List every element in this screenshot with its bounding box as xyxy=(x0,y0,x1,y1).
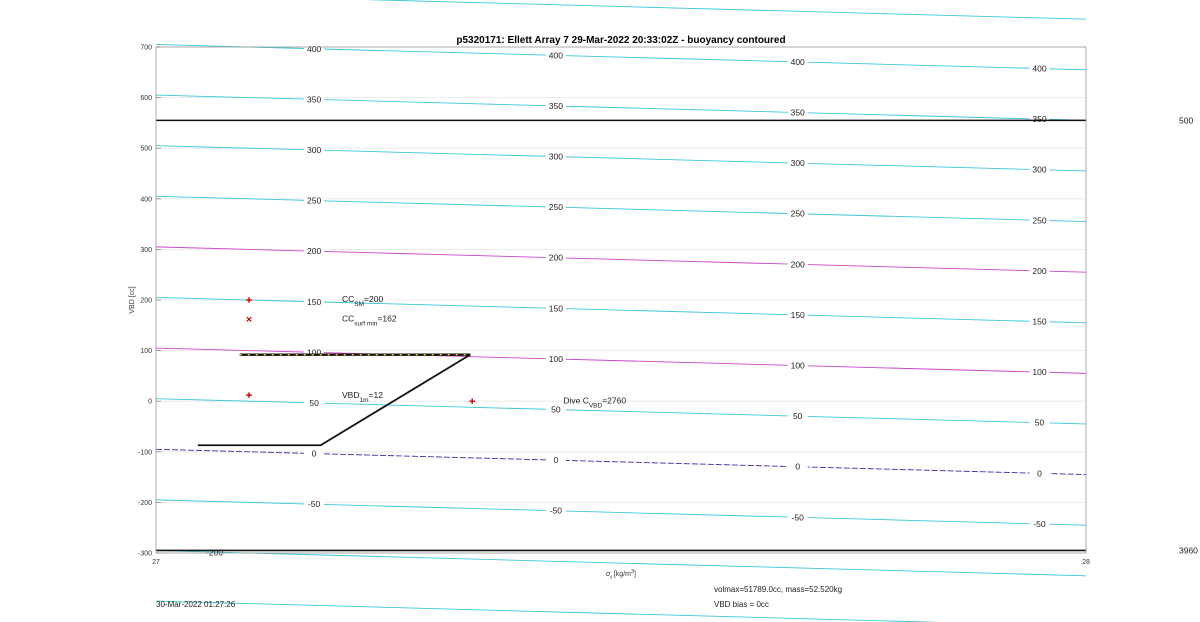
contour-label-300-3: 300 xyxy=(1032,164,1047,175)
contour-label-200-1: 200 xyxy=(548,252,563,263)
y-tick-label-300: 300 xyxy=(140,246,152,254)
contour-label-300-2: 300 xyxy=(790,158,805,169)
contour-label-0-0: 0 xyxy=(311,448,317,459)
y-axis-label: VBD [cc] xyxy=(129,286,136,314)
grid xyxy=(156,47,1086,553)
marker-plus-3 xyxy=(469,398,475,404)
contour-label-250-3: 250 xyxy=(1032,215,1047,226)
annotation-cc_sm: $CC_{SM}=200$ xyxy=(342,294,384,308)
y-tick-label-200: 200 xyxy=(140,297,152,305)
y-tick-label--100: -100 xyxy=(137,449,152,457)
reference-line-label-1: 3960 xyxy=(1179,545,1198,556)
contour-label-250-2: 250 xyxy=(790,208,805,219)
y-tick-label--300: -300 xyxy=(137,550,152,558)
contour-label-100-1: 100 xyxy=(548,353,563,364)
contour-label-200-2: 200 xyxy=(790,259,805,270)
marker-plus-0 xyxy=(246,297,252,303)
contour-label-250-0: 250 xyxy=(307,195,322,206)
annotation-dive_c: Dive $C_{VBD}=2760$ xyxy=(563,395,627,410)
y-tick-label-100: 100 xyxy=(140,348,152,356)
contour-label-100-2: 100 xyxy=(790,360,805,371)
contour-label--50-2: -50 xyxy=(791,512,804,523)
x-tick-label-28: 28 xyxy=(1082,559,1090,566)
contour-label--50-0: -50 xyxy=(307,499,321,510)
footer-vbd-bias: VBD bias = 0cc xyxy=(714,600,769,609)
contour-label-300-1: 300 xyxy=(548,151,563,162)
contour-label-400-3: 400 xyxy=(1032,63,1047,74)
annotation-cc_surf: $CC_{surf min}=162$ xyxy=(342,313,397,328)
buoyancy-contours xyxy=(156,0,1086,622)
contour-line-150 xyxy=(156,297,1086,322)
contour-line-450 xyxy=(156,0,1086,19)
contour-label-150-2: 150 xyxy=(790,309,805,320)
y-tick-label--200: -200 xyxy=(137,499,152,507)
contour-label-250-1: 250 xyxy=(548,202,563,213)
x-axis-label: $\sigma_t$ $[kg/m^3]$ xyxy=(606,569,636,581)
reference-line-label-0: 500 xyxy=(1179,115,1194,126)
contour-line--150 xyxy=(156,601,1086,622)
contour-label-50-2: 50 xyxy=(792,411,803,422)
marker-plus-2 xyxy=(246,392,252,398)
contour-label-150-0: 150 xyxy=(307,296,322,307)
contour-label-150-1: 150 xyxy=(548,303,563,314)
contour-label-350-0: 350 xyxy=(307,94,322,105)
contour-label-300-0: 300 xyxy=(307,144,322,155)
contour-line-0 xyxy=(156,449,1086,474)
contour-label-200-0: 200 xyxy=(307,246,322,257)
contour-line-350 xyxy=(156,95,1086,120)
contour-label-0-3: 0 xyxy=(1037,468,1042,479)
y-tick-label-400: 400 xyxy=(140,196,152,204)
annotation-vbd_1m: $VBD_{1m}=12$ xyxy=(342,390,383,404)
contour-line-250 xyxy=(156,196,1086,221)
y-tick-label-500: 500 xyxy=(140,145,152,153)
contour-line-100 xyxy=(156,348,1086,373)
contour-label-400-2: 400 xyxy=(790,56,805,67)
footer-timestamp: 30-Mar-2022 01:27:26 xyxy=(156,600,236,609)
contour-label-350-2: 350 xyxy=(790,107,805,118)
contour-label-350-3: 350 xyxy=(1032,114,1047,125)
contour-label-0-1: 0 xyxy=(553,455,559,466)
chart-title: p5320171: Ellett Array 7 29-Mar-2022 20:33:02Z - buoyancy contoured xyxy=(456,35,786,46)
contour-label-50-0: 50 xyxy=(309,397,319,408)
y-tick-label-600: 600 xyxy=(140,95,152,103)
annotations xyxy=(342,294,626,409)
reference-lines xyxy=(156,115,1198,557)
marker-x-1 xyxy=(247,317,251,321)
contour-label-400-0: 400 xyxy=(307,43,322,54)
contour-label-50-1: 50 xyxy=(551,404,561,415)
pump-trace xyxy=(198,355,470,446)
axis-ticks xyxy=(138,45,1090,567)
x-tick-label-27: 27 xyxy=(152,559,160,566)
contour-label-100-3: 100 xyxy=(1032,367,1047,378)
contour-label-200-3: 200 xyxy=(1032,265,1047,276)
contour-label-150-3: 150 xyxy=(1032,316,1047,327)
contour-line--50 xyxy=(156,500,1086,525)
contour-label-50-3: 50 xyxy=(1034,417,1045,428)
y-tick-label-0: 0 xyxy=(148,398,152,406)
extra-label-0: -200 xyxy=(206,547,224,558)
contour-line-200 xyxy=(156,247,1086,272)
contour-label-350-1: 350 xyxy=(548,100,563,111)
contour-label-100-0: 100 xyxy=(307,347,322,358)
y-tick-label-700: 700 xyxy=(140,44,152,52)
contour-line-300 xyxy=(156,146,1086,171)
pump-trace-line xyxy=(198,355,470,446)
contour-label--50-1: -50 xyxy=(549,505,563,516)
contour-label-0-2: 0 xyxy=(795,461,801,472)
footer-volmax-mass: volmax=51789.0cc, mass=52.520kg xyxy=(714,585,843,594)
contour-line-400 xyxy=(156,44,1086,69)
contour-label--50-3: -50 xyxy=(1033,518,1046,529)
contour-label-400-1: 400 xyxy=(548,50,563,61)
